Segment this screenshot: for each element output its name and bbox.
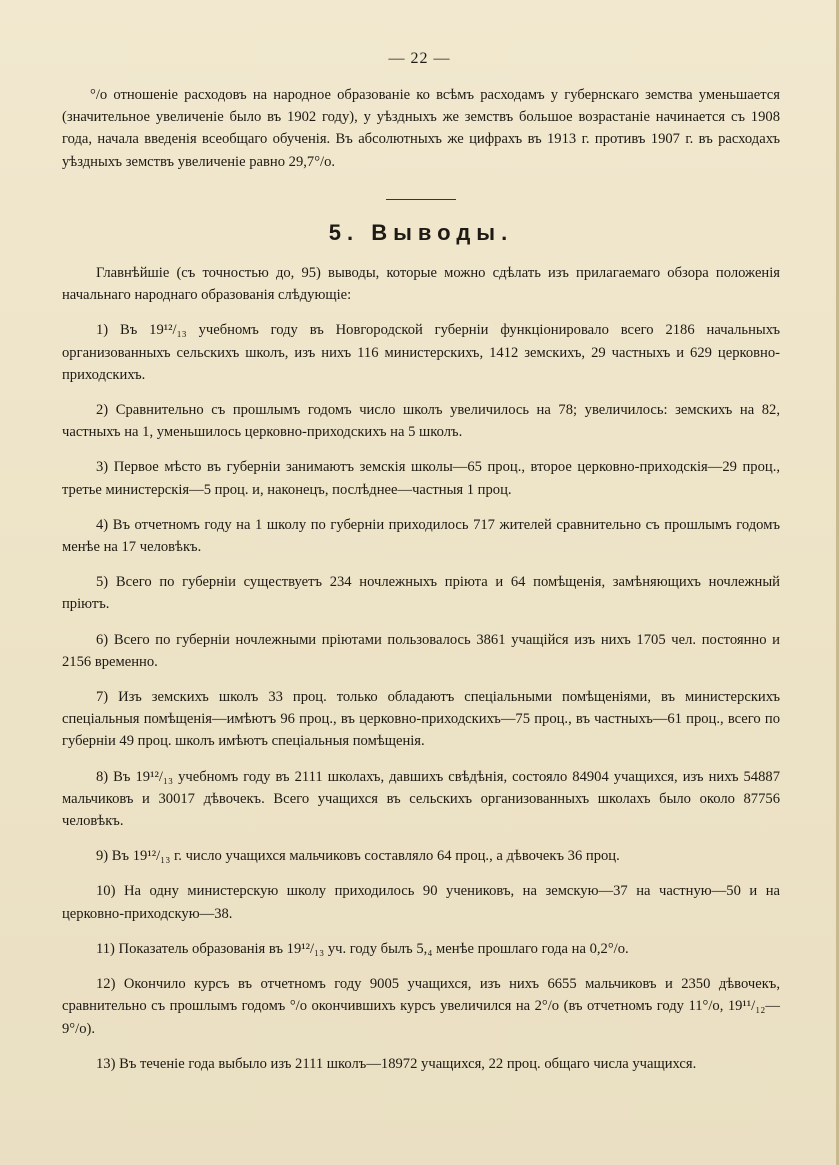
lead-paragraph: Главнѣйшіе (съ точностью до, 95) выводы, которые можно сдѣлать изъ прилагаемаго обзора положенія начальнаго народнаго образованія слѣдующіе: (62, 265, 780, 304)
page-number: — 22 — (388, 50, 451, 67)
conclusion-item-10: 10) На одну министерскую школу приходилось 90 учениковъ, на земскую—37 на частную—50 и на церковно-приходскую—38. (62, 883, 780, 922)
conclusion-item-8: 8) Въ 19¹²/₁₃ учебномъ году въ 2111 школахъ, давшихъ свѣдѣнія, состояло 84904 учащихся, изъ нихъ 54887 мальчиковъ и 30017 дѣвочекъ. Всего учащихся въ сельскихъ организованныхъ школахъ было около 87756 человѣкъ. (62, 768, 780, 830)
conclusion-item-9: 9) Въ 19¹²/₁₃ г. число учащихся мальчиковъ составляло 64 проц., а дѣвочекъ 36 проц. (96, 848, 620, 865)
conclusion-item-7: 7) Изъ земскихъ школъ 33 проц. только обладаютъ спеціальными помѣщеніями, въ министерскихъ спеціальныя помѣщенія—имѣютъ 96 проц., въ церковно-приходскихъ—75 проц., въ частныхъ—61 проц., всего по губерніи 49 проц. школъ имѣютъ спеціальныя помѣщенія. (62, 689, 780, 750)
page-content (62, 84, 780, 1088)
section-divider (386, 199, 456, 200)
conclusion-item-3: 3) Первое мѣсто въ губерніи занимаютъ земскія школы—65 проц., второе церковно-приходскія—29 проц., третье министерскія—5 проц. и, наконецъ, послѣднее—частныя 1 проц. (62, 459, 780, 498)
conclusion-item-5: 5) Всего по губерніи существуетъ 234 ночлежныхъ пріюта и 64 помѣщенія, замѣняющихъ ночлежный пріютъ. (62, 574, 780, 613)
conclusion-item-2: 2) Сравнительно съ прошлымъ годомъ число школъ увеличилось на 78; увеличилось: земскихъ на 82, частныхъ на 1, уменьшилось церковно-приходскихъ на 5 школъ. (62, 402, 780, 441)
conclusion-item-13: 13) Въ теченіе года выбыло изъ 2111 школъ—18972 учащихся, 22 проц. общаго числа учащихся. (96, 1055, 697, 1072)
section-heading: 5. Выводы. (328, 219, 514, 245)
conclusion-item-4: 4) Въ отчетномъ году на 1 школу по губерніи приходилось 717 жителей сравнительно съ прошлымъ годомъ менѣе на 17 человѣкъ. (62, 516, 780, 556)
conclusion-item-6: 6) Всего по губерніи ночлежными пріютами пользовалось 3861 учащійся изъ нихъ 1705 чел. постоянно и 2156 временно. (62, 631, 780, 670)
conclusion-item-12: 12) Окончило курсъ въ отчетномъ году 9005 учащихся, изъ нихъ 6655 мальчиковъ и 2350 дѣвочекъ, сравнительно съ прошлымъ годомъ °/о окончившихъ курсъ увеличился на 2°/о (въ отчетномъ году 11°/о, 19¹¹/₁₂—9°/о). (62, 976, 780, 1037)
conclusion-item-1: 1) Въ 19¹²/₁₃ учебномъ году въ Новгородской губерніи функціонировало всего 2186 начальныхъ организованныхъ сельскихъ школъ, изъ нихъ 116 министерскихъ, 1412 земскихъ, 29 частныхъ и 629 церковно-приходскихъ. (62, 322, 780, 383)
conclusion-item-11: 11) Показатель образованія въ 19¹²/₁₃ уч. году былъ 5,₄ менѣе прошлаго года на 0,2°/о. (96, 940, 629, 957)
intro-paragraph: °/о отношеніе расходовъ на народное образованіе ко всѣмъ расходамъ у губернскаго земства уменьшается (значительное увеличеніе было въ 1902 году), у уѣздныхъ же земствъ большое возрастаніе начинается съ 1908 года, начала введенія всеобщаго обученія. Въ абсолютныхъ же цифрахъ въ 1913 г. противъ 1907 г. въ расходахъ уѣздныхъ земствъ увеличеніе равно 29,7°/о. (62, 87, 780, 170)
